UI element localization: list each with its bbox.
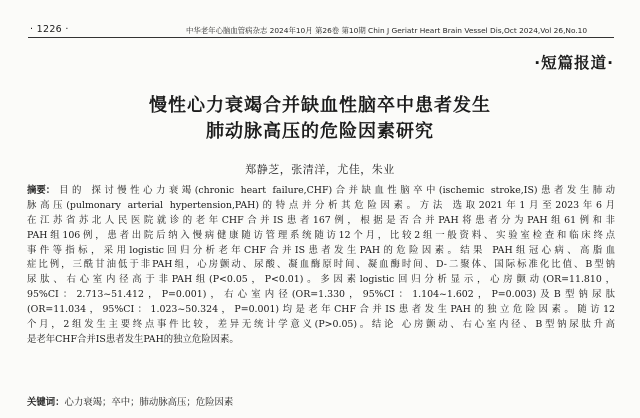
abstract-line-text: 是老年CHF合并IS患者发生PAH的独立危险因素。 bbox=[27, 333, 239, 345]
keywords-heading: 关键词： bbox=[27, 397, 65, 408]
abstract-line-text: PAH组106例，患者出院后纳入慢病健康随访管理系统随访12个月，比较2组一般资料、实验室检查和临床终点 bbox=[27, 229, 615, 241]
abstract-line bbox=[27, 184, 615, 199]
abstract-line bbox=[27, 199, 615, 214]
page-number: · 1226 · bbox=[30, 24, 69, 35]
authors: 郑静芝，张清洋，尤佳，朱业 bbox=[245, 163, 395, 176]
abstract-line bbox=[27, 273, 615, 288]
section-label: ·短篇报道· bbox=[534, 54, 614, 72]
abstract-line bbox=[27, 333, 615, 348]
abstract-heading: 摘要： bbox=[27, 185, 56, 196]
abstract-line bbox=[27, 229, 615, 244]
abstract-line-text: 症比例，三酰甘油低于非PAH组，心房颤动、尿酸、凝血酶原时间、凝血酶时间、D-二聚体、国际标准化比值、B型钠 bbox=[27, 259, 615, 271]
title-line-2: 肺动脉高压的危险因素研究 bbox=[206, 121, 434, 142]
abstract-line-text: (OR=11.034，95%CI：1.023~50.324，P=0.001)均是老年CHF合并IS患者发生PAH的独立危险因素。随访12 bbox=[27, 304, 615, 316]
abstract-line bbox=[27, 303, 615, 318]
abstract-line bbox=[27, 244, 615, 259]
abstract-line-text: 在江苏省苏北人民医院就诊的老年CHF合并IS患者167例，根据是否合并PAH将患者分为PAH组61例和非 bbox=[27, 214, 615, 226]
running-header bbox=[0, 0, 640, 40]
abstract bbox=[27, 184, 615, 348]
journal-info: 中华老年心脑血管病杂志 2024年10月 第26卷 第10期 Chin J Geriatr Heart Brain Vessel Dis,Oct 2024,Vol 26,No.10 bbox=[186, 26, 588, 35]
header-rule bbox=[28, 37, 614, 38]
title-line-1: 慢性心力衰竭合并缺血性脑卒中患者发生 bbox=[149, 95, 491, 116]
abstract-line-text: 95%CI：2.713~51.412，P=0.001)，右心室内径(OR=1.330，95%CI：1.104~1.602，P=0.003)及B型钠尿肽 bbox=[27, 289, 615, 301]
abstract-line-text: 尿肽、右心室内径高于非PAH组(P<0.05，P<0.01)。多因素logistic回归分析显示，心房颤动(OR=11.810， bbox=[27, 274, 615, 286]
article-title bbox=[0, 93, 640, 145]
keywords bbox=[27, 394, 233, 408]
keywords-text: 心力衰竭；卒中；肺动脉高压；危险因素 bbox=[64, 397, 234, 408]
abstract-line bbox=[27, 288, 615, 303]
abstract-line bbox=[27, 214, 615, 229]
abstract-line-text: 目的 探讨慢性心力衰竭(chronic heart failure,CHF)合并缺血性脑卒中(ischemic stroke,IS)患者发生肺动 bbox=[59, 185, 615, 196]
abstract-line bbox=[27, 318, 615, 333]
abstract-line-text: 事件等指标，采用logistic回归分析老年CHF合并IS患者发生PAH的危险因素。结果 PAH组冠心病、高脂血 bbox=[27, 244, 615, 256]
abstract-line bbox=[27, 258, 615, 273]
abstract-line-text: 个月，2组发生主要终点事件比较，差异无统计学意义(P>0.05)。结论 心房颤动、右心室内径、B型钠尿肽升高 bbox=[27, 319, 615, 331]
abstract-line-text: 脉高压(pulmonary arterial hypertension,PAH)的特点并分析其危险因素。方法 选取2021年1月至2023年6月 bbox=[27, 199, 615, 211]
